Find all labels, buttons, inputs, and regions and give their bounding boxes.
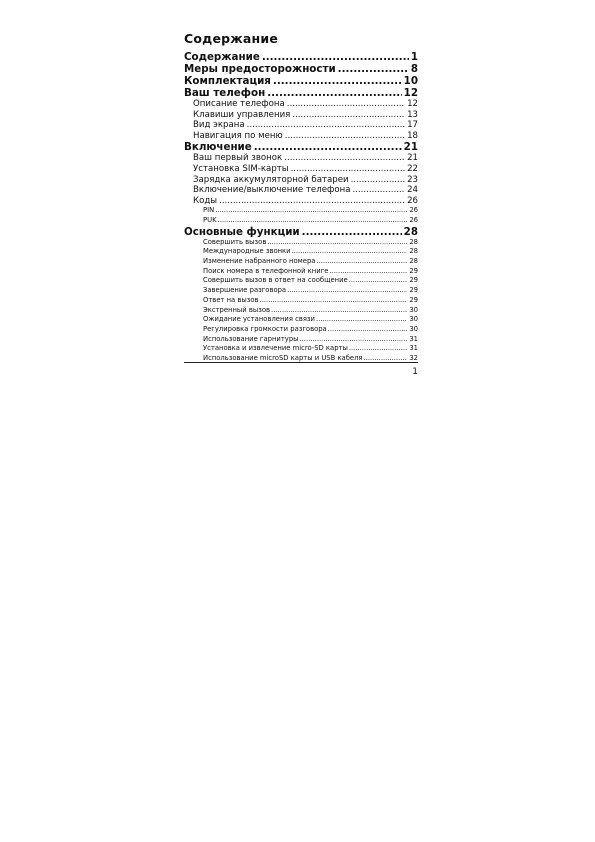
dot-leader [254, 141, 402, 153]
toc-entry-label: Использование microSD карты и USB кабеля [203, 353, 363, 362]
toc-entry-page: 28 [403, 225, 418, 238]
toc-entry-label: Регулировка громкости разговора [203, 324, 327, 333]
toc-entry[interactable] [184, 75, 418, 87]
toc-entry-label: Описание телефона [193, 99, 285, 109]
toc-entry[interactable] [184, 286, 418, 296]
toc-entry-label: Завершение разговора [203, 286, 287, 295]
dot-leader [262, 51, 409, 63]
toc-entry-label: Использование гарнитуры [203, 334, 299, 343]
dot-leader [351, 175, 405, 186]
dot-leader [285, 131, 405, 142]
toc-entry[interactable] [184, 306, 418, 316]
toc-entry-label: Содержание [184, 51, 260, 63]
toc-entry-page: 23 [407, 174, 418, 185]
dot-leader [247, 120, 405, 131]
toc-entry-page: 12 [403, 87, 418, 99]
toc-entry-page: 30 [409, 315, 418, 324]
toc-entry-label: Экстренный вызов [203, 305, 271, 314]
toc-entry[interactable] [184, 226, 418, 238]
dot-leader [219, 196, 405, 207]
toc-entry[interactable] [184, 247, 418, 257]
toc-entry-label: Навигация по меню [193, 130, 283, 141]
toc-entry-page: 29 [409, 295, 418, 304]
toc-entry-page: 22 [407, 163, 418, 174]
toc-entry-page: 28 [409, 237, 418, 246]
dot-leader [316, 257, 407, 267]
toc-entry[interactable] [184, 175, 418, 186]
toc-entry[interactable] [184, 141, 418, 153]
toc-entry-label: Изменение набранного номера [203, 257, 316, 266]
toc-entry[interactable] [184, 131, 418, 142]
toc-entry[interactable] [184, 120, 418, 131]
toc-entry-page: 17 [407, 120, 418, 131]
dot-leader [218, 216, 408, 226]
toc-entry-page: 12 [407, 99, 418, 109]
toc-entry[interactable] [184, 276, 418, 286]
table-of-contents [184, 51, 418, 364]
toc-entry-page: 8 [410, 63, 418, 75]
toc-entry-label: Вид экрана [193, 120, 245, 131]
toc-entry[interactable] [184, 185, 418, 196]
dot-leader [273, 75, 402, 87]
toc-entry[interactable] [184, 87, 418, 99]
toc-entry[interactable] [184, 99, 418, 110]
toc-entry-label: Включение/выключение телефона [193, 185, 351, 196]
dot-leader [328, 325, 408, 335]
toc-entry-page: 29 [409, 276, 418, 285]
dot-leader [260, 296, 408, 306]
toc-entry-label: PIN [203, 206, 215, 215]
dot-leader [329, 267, 407, 277]
toc-entry[interactable] [184, 238, 418, 248]
toc-entry-label: Совершить вызов в ответ на сообщение [203, 276, 348, 285]
toc-entry-label: Ваш первый звонок [193, 153, 283, 164]
footer-divider [184, 362, 418, 363]
toc-entry-label: Зарядка аккумуляторной батареи [193, 174, 349, 185]
dot-leader [267, 87, 401, 99]
toc-entry-label: Ваш телефон [184, 87, 266, 99]
dot-leader [292, 247, 408, 257]
toc-entry-page: 1 [410, 51, 418, 63]
dot-leader [338, 63, 409, 75]
dot-leader [267, 238, 407, 248]
toc-entry-page: 13 [407, 109, 418, 120]
toc-entry-label: Включение [184, 141, 252, 154]
toc-entry-label: Ответ на вызов [203, 295, 259, 304]
toc-entry-label: Ожидание установления связи [203, 315, 315, 324]
page-number: 1 [412, 367, 418, 377]
toc-entry-page: 28 [409, 257, 418, 266]
dot-leader [284, 153, 405, 164]
toc-entry[interactable] [184, 267, 418, 277]
toc-entry-page: 18 [407, 130, 418, 141]
dot-leader [292, 110, 405, 121]
toc-entry-label: Комплектация [184, 75, 271, 87]
dot-leader [215, 206, 407, 216]
toc-entry-label: Меры предосторожности [184, 63, 336, 75]
toc-entry[interactable] [184, 257, 418, 267]
toc-entry[interactable] [184, 110, 418, 121]
toc-entry-label: Поиск номера в телефонной книге [203, 266, 329, 275]
toc-entry-page: 21 [403, 141, 418, 154]
toc-entry-label: PUK [203, 216, 217, 225]
toc-entry-page: 32 [409, 353, 418, 362]
dot-leader [271, 306, 407, 316]
toc-entry[interactable] [184, 216, 418, 226]
toc-entry[interactable] [184, 153, 418, 164]
toc-entry-label: Установка и извлечение micro-SD карты [203, 344, 348, 353]
page-title: Содержание [184, 31, 279, 46]
toc-entry-page: 26 [409, 216, 418, 225]
toc-entry-page: 26 [409, 206, 418, 215]
toc-entry-page: 29 [409, 286, 418, 295]
toc-entry[interactable] [184, 344, 418, 354]
toc-entry[interactable] [184, 335, 418, 345]
toc-entry-page: 21 [407, 153, 418, 164]
toc-entry[interactable] [184, 164, 418, 175]
toc-entry-page: 26 [407, 195, 418, 206]
dot-leader [316, 315, 407, 325]
toc-entry-page: 31 [409, 334, 418, 343]
dot-leader [302, 226, 402, 238]
toc-entry-page: 10 [403, 75, 418, 87]
toc-entry[interactable] [184, 196, 418, 207]
toc-entry[interactable] [184, 63, 418, 75]
dot-leader [300, 335, 408, 345]
toc-entry-page: 29 [409, 266, 418, 275]
dot-leader [349, 276, 408, 286]
dot-leader [287, 99, 405, 110]
toc-entry-page: 30 [409, 305, 418, 314]
toc-entry-label: Совершить вызов [203, 237, 267, 246]
toc-entry-page: 24 [407, 185, 418, 196]
toc-entry-label: Основные функции [184, 225, 300, 238]
toc-entry-label: Коды [193, 195, 218, 206]
toc-entry-label: Клавиши управления [193, 109, 291, 120]
toc-entry-page: 30 [409, 324, 418, 333]
dot-leader [349, 344, 408, 354]
toc-entry[interactable] [184, 296, 418, 306]
toc-entry[interactable] [184, 206, 418, 216]
dot-leader [291, 164, 405, 175]
toc-entry[interactable] [184, 325, 418, 335]
toc-entry-page: 31 [409, 344, 418, 353]
toc-entry-label: Международные звонки [203, 247, 291, 256]
toc-entry-page: 28 [409, 247, 418, 256]
toc-entry-label: Установка SIM-карты [193, 163, 289, 174]
toc-entry[interactable] [184, 315, 418, 325]
toc-entry[interactable] [184, 51, 418, 63]
dot-leader [287, 286, 407, 296]
dot-leader [352, 185, 405, 196]
